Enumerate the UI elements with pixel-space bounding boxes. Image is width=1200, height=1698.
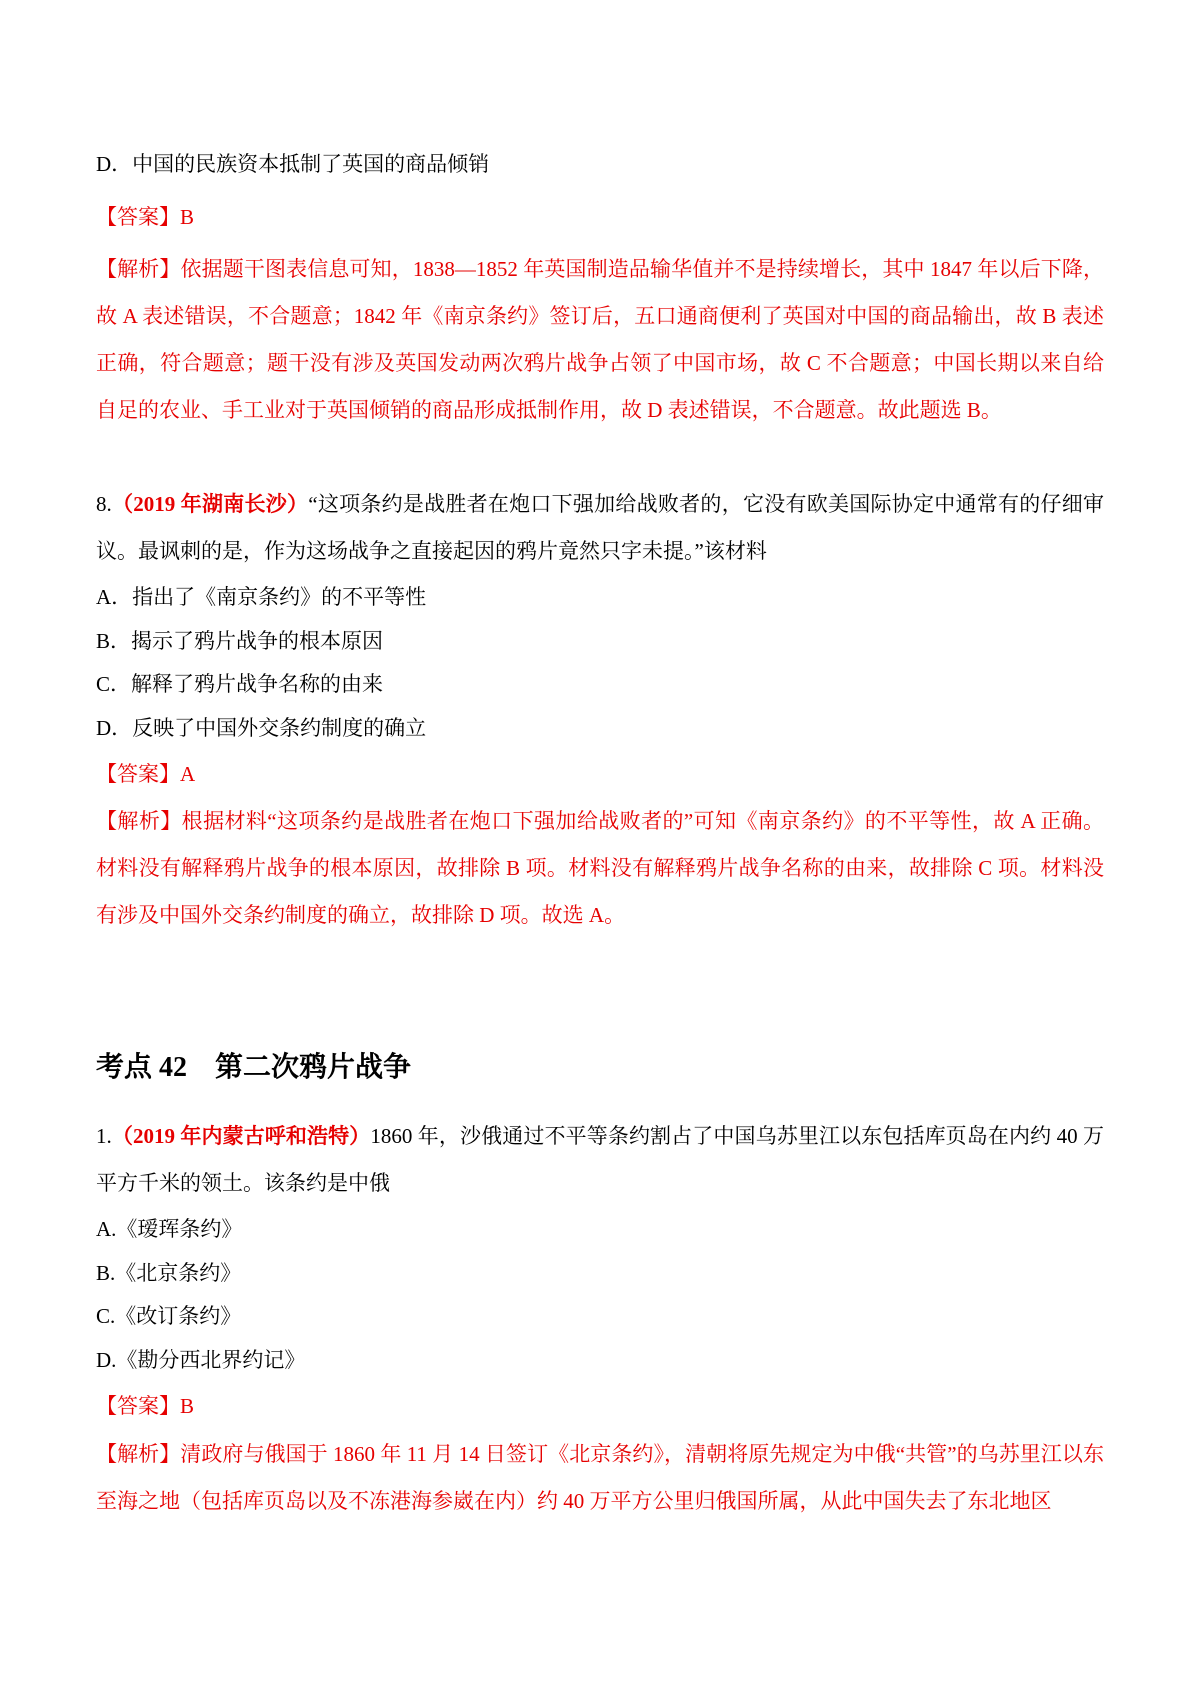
q8-analysis: 【解析】根据材料“这项条约是战胜者在炮口下强加给战败者的”可知《南京条约》的不平等性，故 A 正确。材料没有解释鸦片战争的根本原因，故排除 B 项。材料没有解释鸦片战争名称的由来，故排除 C 项。材料没有涉及中国外交条约制度的确立，故排除 D 项。故选 A。 bbox=[96, 809, 1104, 927]
q7-option-d: D．中国的民族资本抵制了英国的商品倾销 bbox=[96, 152, 490, 176]
q1-options bbox=[96, 1208, 1104, 1382]
q7-analysis: 【解析】依据题干图表信息可知，1838—1852 年英国制造品输华值并不是持续增长，其中 1847 年以后下降，故 A 表述错误，不合题意；1842 年《南京条约》签订后，五口通商便利了英国对中国的商品输出，故 B 表述正确，符合题意；题干没有涉及英国发动两次鸦片战争占领了中国市场，故 C 不合题意；中国长期以来自给自足的农业、手工业对于英国倾销的商品形成抵制作用，故 D 表述错误，不合题意。故此题选 B。 bbox=[96, 257, 1104, 422]
q8-number: 8. bbox=[96, 492, 112, 516]
q1-stem-text: 1860 年，沙俄通过不平等条约割占了中国乌苏里江以东包括库页岛在内约 40 万平方千米的领土。该条约是中俄 bbox=[96, 1124, 1105, 1195]
section-heading-kaodian-42: 考点 42 第二次鸦片战争 bbox=[96, 1052, 412, 1083]
q8-answer: 【答案】A bbox=[96, 762, 196, 786]
q8-option-c: C．解释了鸦片战争名称的由来 bbox=[96, 672, 384, 696]
q8-option-b: B．揭示了鸦片战争的根本原因 bbox=[96, 628, 384, 653]
q8-option-d: D．反映了中国外交条约制度的确立 bbox=[96, 715, 427, 740]
q1-option-b: B.《北京条约》 bbox=[96, 1260, 242, 1285]
q1-stem bbox=[96, 1113, 1104, 1207]
q1-option-a: A.《瑷珲条约》 bbox=[96, 1217, 243, 1241]
q8-options bbox=[96, 576, 1104, 750]
q8-source: （2019 年湖南长沙） bbox=[111, 492, 309, 516]
q8-stem bbox=[96, 481, 1104, 575]
q1-source: （2019 年内蒙古呼和浩特） bbox=[111, 1124, 371, 1148]
q7-answer: 【答案】B bbox=[96, 205, 195, 229]
q1-number: 1. bbox=[96, 1124, 112, 1148]
q1-answer: 【答案】B bbox=[96, 1394, 195, 1418]
q8-stem-text: “这项条约是战胜者在炮口下强加给战败者的，它没有欧美国际协定中通常有的仔细审议。最讽刺的是，作为这场战争之直接起因的鸦片竟然只字未提。”该材料 bbox=[96, 492, 1105, 563]
q8-option-a: A．指出了《南京条约》的不平等性 bbox=[96, 585, 427, 609]
q1-analysis: 【解析】清政府与俄国于 1860 年 11 月 14 日签订《北京条约》，清朝将原先规定为中俄“共管”的乌苏里江以东至海之地（包括库页岛以及不冻港海参崴在内）约 40 万平方公里归俄国所属，从此中国失去了东北地区 bbox=[96, 1442, 1104, 1513]
q1-option-d: D.《勘分西北界约记》 bbox=[96, 1347, 306, 1372]
q1-option-c: C.《改订条约》 bbox=[96, 1304, 242, 1328]
